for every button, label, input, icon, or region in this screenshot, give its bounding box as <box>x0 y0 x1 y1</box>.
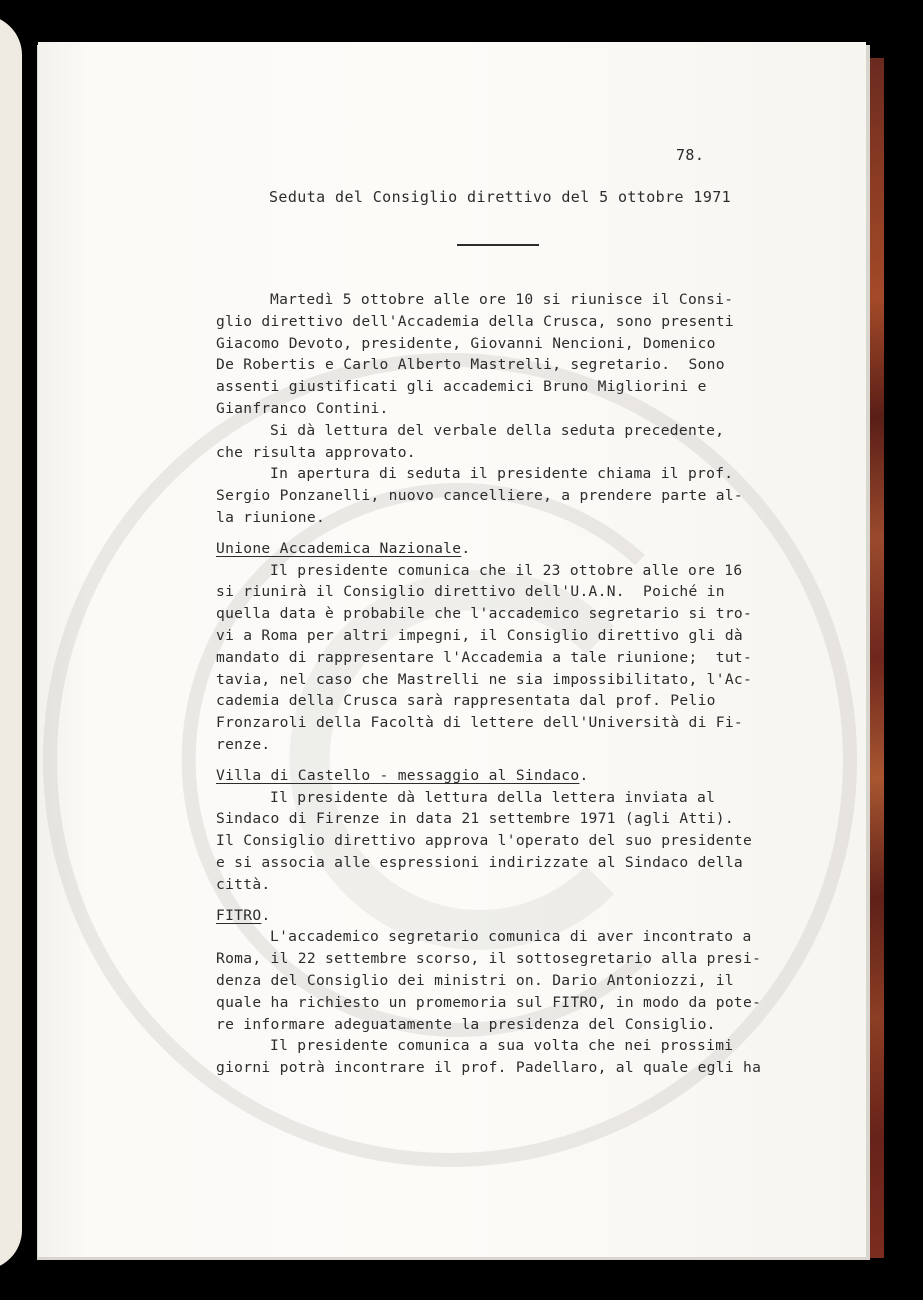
section-heading-text: Villa di Castello - messaggio al Sindaco <box>216 766 580 784</box>
body-line: la riunione. <box>216 508 326 526</box>
section-heading-text: FITRO <box>216 906 262 924</box>
body-line: mandato di rappresentare l'Accademia a tale riunione; tut- <box>216 648 753 666</box>
body-line: giorni potrà incontrare il prof. Padellaro, al quale egli ha <box>216 1059 762 1077</box>
section-heading-text: Unione Accademica Nazionale <box>216 539 462 557</box>
document-body <box>216 289 776 1079</box>
body-line: renze. <box>216 735 271 753</box>
body-line: cademia della Crusca sarà rappresentata dal prof. Pelio <box>216 692 716 710</box>
body-line: In apertura di seduta il presidente chiama il prof. <box>270 465 734 483</box>
page-number: 78. <box>676 146 705 164</box>
body-line: tavia, nel caso che Mastrelli ne sia impossibilitato, l'Ac- <box>216 670 753 688</box>
body-line: città. <box>216 875 271 893</box>
body-line: glio direttivo dell'Accademia della Crusca, sono presenti <box>216 312 734 330</box>
body-line: quale ha richiesto un promemoria sul FITRO, in modo da pote- <box>216 993 762 1011</box>
body-line: Il presidente comunica a sua volta che nei prossimi <box>270 1037 734 1055</box>
body-line: vi a Roma per altri impegni, il Consiglio direttivo gli dà <box>216 626 743 644</box>
body-line: Il presidente comunica che il 23 ottobre alle ore 16 <box>270 561 743 579</box>
body-line: Il Consiglio direttivo approva l'operato del suo presidente <box>216 832 753 850</box>
section-heading: Villa di Castello - messaggio al Sindaco. <box>216 766 589 784</box>
section-heading: FITRO. <box>216 906 271 924</box>
body-line: De Robertis e Carlo Alberto Mastrelli, segretario. Sono <box>216 356 725 374</box>
body-line: Martedì 5 ottobre alle ore 10 si riunisce il Consi- <box>270 291 734 308</box>
body-line: Roma, il 22 settembre scorso, il sottosegretario alla presi- <box>216 950 762 968</box>
body-line: Giacomo Devoto, presidente, Giovanni Nencioni, Domenico <box>216 334 716 352</box>
body-line: re informare adeguatamente la presidenza del Consiglio. <box>216 1015 716 1033</box>
body-line: Gianfranco Contini. <box>216 399 389 417</box>
body-line: Si dà lettura del verbale della seduta precedente, <box>270 421 725 439</box>
facing-page-edge <box>0 15 22 1270</box>
page-title: Seduta del Consiglio direttivo del 5 ottobre 1971 <box>269 188 732 206</box>
body-line: quella data è probabile che l'accademico segretario si tro- <box>216 605 753 623</box>
body-line: e si associa alle espressioni indirizzate al Sindaco della <box>216 853 743 871</box>
body-line: si riunirà il Consiglio direttivo dell'U.A.N. Poiché in <box>216 583 725 601</box>
body-line: denza del Consiglio dei ministri on. Dario Antoniozzi, il <box>216 971 734 989</box>
body-line: Sindaco di Firenze in data 21 settembre 1971 (agli Atti). <box>216 810 734 828</box>
body-line: Sergio Ponzanelli, nuovo cancelliere, a prendere parte al- <box>216 487 743 505</box>
section-heading: Unione Accademica Nazionale. <box>216 539 471 557</box>
body-line: assenti giustificati gli accademici Bruno Migliorini e <box>216 378 707 396</box>
title-underline <box>457 244 539 246</box>
body-line: Fronzaroli della Facoltà di lettere dell'Università di Fi- <box>216 714 743 732</box>
body-line: Il presidente dà lettura della lettera inviata al <box>270 788 716 806</box>
body-line: L'accademico segretario comunica di aver incontrato a <box>270 928 752 946</box>
body-line: che risulta approvato. <box>216 443 416 461</box>
